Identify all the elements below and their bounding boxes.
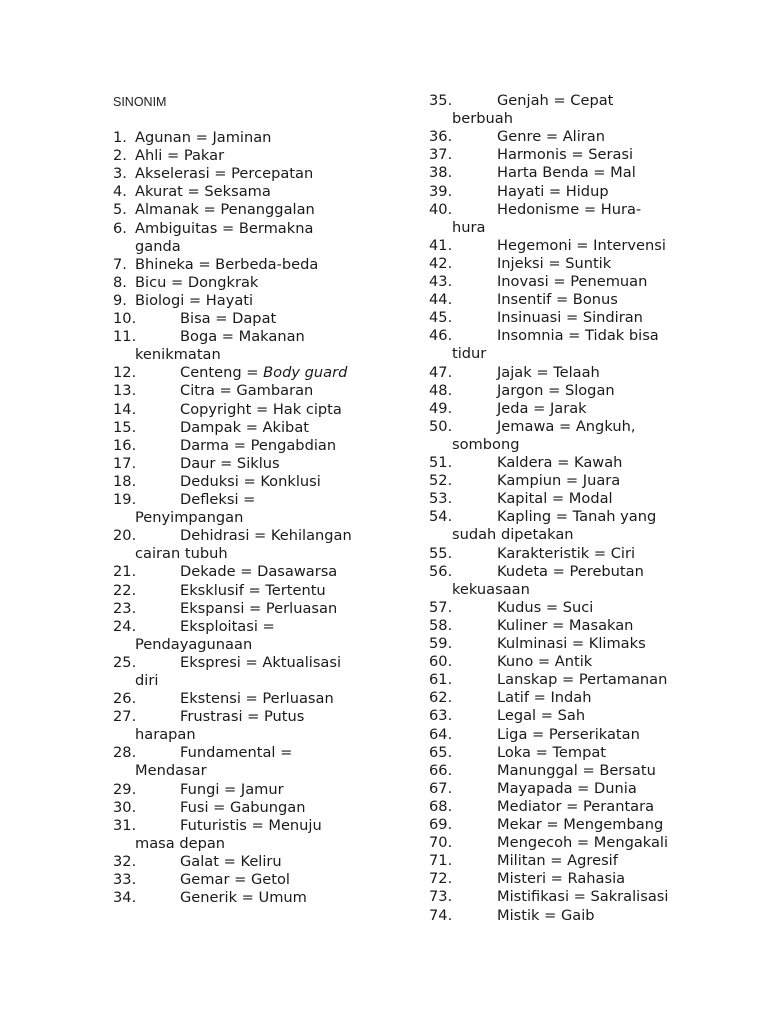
item-text: [180, 744, 292, 762]
item-text: [180, 817, 322, 835]
item-number: 73.: [429, 888, 453, 906]
item-number: 38.: [429, 164, 453, 182]
item-continuation: masa depan: [135, 834, 226, 852]
item-number: 24.: [113, 617, 137, 635]
item-number: 7.: [113, 255, 127, 273]
item-term: Agunan = Jaminan: [135, 129, 272, 146]
item-term: Hedonisme = Hura-: [497, 200, 642, 218]
item-term: Genre = Aliran: [497, 128, 605, 146]
item-number: 70.: [429, 834, 453, 852]
item-text: [180, 328, 305, 346]
item-continuation: sombong: [452, 435, 520, 453]
item-text: [180, 563, 337, 581]
item-text: [497, 780, 637, 798]
item-term: Kudeta = Perebutan: [497, 562, 644, 580]
item-text: [180, 437, 336, 455]
item-number: 74.: [429, 906, 453, 924]
item-number: 49.: [429, 399, 453, 417]
item-text: [497, 689, 592, 707]
item-continuation: cairan tubuh: [135, 545, 228, 563]
item-continuation: harapan: [135, 726, 196, 744]
item-number: 46.: [429, 327, 453, 345]
item-number: 1.: [113, 129, 127, 146]
item-term: Kulminasi = Klimaks: [497, 635, 646, 652]
item-text: [497, 726, 640, 744]
item-text: [135, 220, 313, 238]
item-text: [180, 455, 280, 473]
item-term: Misteri = Rahasia: [497, 870, 626, 888]
item-text: [497, 327, 659, 345]
item-continuation: berbuah: [452, 110, 513, 127]
item-term: Galat = Keliru: [180, 853, 282, 870]
item-term: Harta Benda = Mal: [497, 164, 636, 182]
item-text: [497, 852, 618, 870]
item-text: [497, 798, 654, 816]
item-term: Kuno = Antik: [497, 653, 593, 671]
item-term: Mediator = Perantara: [497, 797, 655, 815]
item-term: Loka = Tempat: [497, 743, 607, 761]
item-continuation: Mendasar: [135, 762, 207, 780]
item-term: Ambiguitas = Bermakna: [135, 219, 314, 237]
item-number: 19.: [113, 491, 137, 508]
item-text: [497, 472, 620, 490]
item-number: 62.: [429, 689, 453, 707]
item-term: Akselerasi = Percepatan: [135, 165, 314, 183]
item-text: [497, 762, 656, 780]
item-number: 11.: [113, 328, 137, 346]
item-number: 37.: [429, 146, 453, 164]
item-number: 12.: [113, 364, 137, 382]
item-text: [497, 707, 585, 725]
item-number: 65.: [429, 743, 453, 761]
item-number: 59.: [429, 635, 453, 652]
item-text: [497, 653, 592, 671]
item-term: Akurat = Seksama: [135, 183, 271, 201]
item-term: Jeda = Jarak: [497, 399, 587, 417]
item-term: Dekade = Dasawarsa: [180, 563, 338, 581]
item-term: Kapling = Tanah yang: [497, 508, 657, 526]
item-term: Insinuasi = Sindiran: [497, 309, 643, 327]
item-text: [497, 816, 663, 834]
item-term: Kampiun = Juara: [497, 472, 621, 490]
item-number: 57.: [429, 598, 453, 616]
item-term: Harmonis = Serasi: [497, 146, 634, 164]
item-term: Militan = Agresif: [497, 852, 618, 870]
item-term: Genjah = Cepat: [497, 92, 614, 109]
item-text: [135, 274, 258, 292]
item-text: [180, 310, 276, 328]
item-number: 18.: [113, 472, 137, 490]
item-term: Daur = Siklus: [180, 454, 280, 472]
item-continuation: ganda: [135, 237, 181, 255]
item-number: 4.: [113, 183, 127, 201]
item-text: [497, 92, 613, 110]
item-term: Hegemoni = Intervensi: [497, 236, 666, 254]
item-text: [180, 527, 352, 545]
item-text: [135, 129, 271, 147]
item-term: Kaldera = Kawah: [497, 454, 623, 471]
item-continuation: Penyimpangan: [135, 509, 244, 526]
item-term: Biologi = Hayati: [135, 291, 254, 309]
item-number: 36.: [429, 128, 453, 146]
item-text: [135, 147, 224, 165]
item-number: 68.: [429, 797, 453, 815]
item-term: Legal = Sah: [497, 707, 586, 725]
item-number: 2.: [113, 147, 127, 165]
item-number: 5.: [113, 201, 127, 219]
item-text: [497, 255, 611, 273]
item-number: 51.: [429, 454, 453, 471]
item-text: [180, 419, 309, 437]
item-term: Kapital = Modal: [497, 490, 613, 508]
item-term: Ekstensi = Perluasan: [180, 690, 334, 708]
item-number: 47.: [429, 363, 453, 381]
item-term: Bisa = Dapat: [180, 310, 277, 327]
item-emphasis: Body guard: [263, 364, 348, 382]
item-text: [497, 744, 606, 762]
item-text: [180, 781, 284, 799]
item-text: [180, 618, 275, 636]
item-continuation: kekuasaan: [452, 580, 530, 598]
item-term: Manunggal = Bersatu: [497, 761, 656, 779]
item-text: [497, 563, 644, 581]
item-number: 15.: [113, 418, 137, 436]
item-term: Fusi = Gabungan: [180, 798, 306, 816]
item-number: 45.: [429, 309, 453, 327]
item-term: Gemar = Getol: [180, 871, 290, 889]
item-number: 50.: [429, 417, 453, 435]
item-number: 39.: [429, 182, 453, 200]
item-number: 32.: [113, 853, 137, 870]
item-number: 10.: [113, 310, 137, 327]
item-text: [135, 165, 313, 183]
item-term: Jajak = Telaah: [497, 363, 600, 381]
item-number: 6.: [113, 219, 127, 237]
item-text: [497, 888, 668, 906]
item-text: [180, 600, 337, 618]
item-text: [497, 599, 593, 617]
item-term: Ekspansi = Perluasan: [180, 599, 338, 617]
item-number: 64.: [429, 725, 453, 743]
item-number: 31.: [113, 816, 137, 834]
item-term: Mistifikasi = Sakralisasi: [497, 888, 669, 906]
item-term: Mengecoh = Mengakali: [497, 834, 669, 852]
item-text: [180, 708, 304, 726]
item-term: Generik = Umum: [180, 889, 307, 907]
item-continuation: diri: [135, 671, 159, 689]
item-term: Deduksi = Konklusi: [180, 472, 321, 490]
item-term: Kuliner = Masakan: [497, 616, 634, 634]
item-number: 3.: [113, 165, 127, 183]
page-title: SINONIM: [113, 95, 167, 109]
item-number: 52.: [429, 472, 453, 490]
item-term: Almanak = Penanggalan: [135, 201, 315, 219]
item-number: 69.: [429, 816, 453, 833]
item-term: Eksklusif = Tertentu: [180, 581, 326, 599]
item-text: [497, 146, 633, 164]
item-text: [180, 401, 342, 419]
item-text: [497, 201, 641, 219]
item-term: Kudus = Suci: [497, 598, 594, 616]
item-number: 20.: [113, 527, 137, 545]
item-text: [497, 454, 622, 472]
item-text: [180, 871, 290, 889]
item-text: [497, 164, 636, 182]
item-number: 63.: [429, 707, 453, 725]
item-text: [497, 382, 615, 400]
item-text: [180, 582, 326, 600]
item-number: 16.: [113, 436, 137, 454]
item-term: Defleksi =: [180, 491, 256, 508]
item-number: 55.: [429, 544, 453, 562]
item-continuation: Pendayagunaan: [135, 635, 253, 653]
item-number: 53.: [429, 490, 453, 508]
item-text: [497, 237, 666, 255]
item-continuation: hura: [452, 218, 486, 236]
item-text: [497, 400, 587, 418]
item-text: [180, 799, 305, 817]
item-text: [497, 183, 609, 201]
item-text: [180, 364, 347, 382]
item-number: 8.: [113, 273, 127, 291]
item-term: Mayapada = Dunia: [497, 779, 637, 797]
item-number: 40.: [429, 200, 453, 218]
item-text: [497, 418, 635, 436]
item-term: Jemawa = Angkuh,: [497, 417, 636, 435]
item-term: Citra = Gambaran: [180, 382, 314, 400]
item-term: Frustrasi = Putus: [180, 708, 305, 726]
item-text: [497, 364, 600, 382]
item-number: 66.: [429, 761, 453, 779]
item-number: 27.: [113, 708, 137, 726]
item-number: 30.: [113, 798, 137, 816]
item-text: [497, 508, 656, 526]
item-term: Insomnia = Tidak bisa: [497, 327, 659, 345]
item-number: 72.: [429, 870, 453, 888]
item-number: 28.: [113, 744, 137, 762]
item-text: [135, 292, 253, 310]
item-number: 54.: [429, 508, 453, 526]
item-text: [135, 201, 315, 219]
item-text: [497, 309, 643, 327]
item-term: Centeng =: [180, 364, 264, 382]
item-term: Inovasi = Penemuan: [497, 273, 648, 290]
item-number: 21.: [113, 563, 137, 581]
item-number: 25.: [113, 653, 137, 671]
item-number: 58.: [429, 616, 453, 634]
item-term: Darma = Pengabdian: [180, 436, 337, 454]
item-term: Dampak = Akibat: [180, 418, 309, 436]
item-text: [180, 491, 255, 509]
item-term: Ahli = Pakar: [135, 147, 225, 165]
item-term: Insentif = Bonus: [497, 291, 618, 309]
item-term: Bhineka = Berbeda-beda: [135, 255, 319, 273]
item-text: [180, 889, 307, 907]
item-term: Eksploitasi =: [180, 617, 275, 635]
item-text: [497, 870, 625, 888]
item-term: Fungi = Jamur: [180, 780, 284, 798]
item-term: Liga = Perserikatan: [497, 725, 640, 743]
item-text: [135, 256, 318, 274]
item-term: Karakteristik = Ciri: [497, 544, 636, 562]
item-text: [135, 183, 271, 201]
item-number: 34.: [113, 889, 137, 907]
item-term: Jargon = Slogan: [497, 381, 615, 399]
item-number: 23.: [113, 599, 137, 617]
item-text: [497, 671, 667, 689]
item-number: 56.: [429, 562, 453, 580]
item-term: Mekar = Mengembang: [497, 816, 664, 833]
item-term: Latif = Indah: [497, 689, 592, 707]
item-text: [180, 654, 341, 672]
item-term: Mistik = Gaib: [497, 906, 595, 924]
item-number: 13.: [113, 382, 137, 400]
item-text: [497, 490, 613, 508]
item-number: 22.: [113, 581, 137, 599]
item-term: Fundamental =: [180, 744, 293, 762]
item-term: Hayati = Hidup: [497, 182, 609, 200]
item-text: [497, 834, 668, 852]
item-text: [180, 690, 334, 708]
item-number: 26.: [113, 690, 137, 708]
item-number: 61.: [429, 671, 453, 689]
item-number: 35.: [429, 92, 453, 109]
item-number: 41.: [429, 236, 453, 254]
item-number: 43.: [429, 273, 453, 290]
item-text: [180, 853, 282, 871]
item-text: [497, 617, 633, 635]
item-number: 14.: [113, 400, 137, 418]
item-continuation: sudah dipetakan: [452, 526, 574, 544]
item-term: Ekspresi = Aktualisasi: [180, 653, 342, 671]
item-number: 9.: [113, 291, 127, 309]
item-number: 71.: [429, 852, 453, 870]
item-term: Futuristis = Menuju: [180, 816, 322, 834]
item-term: Injeksi = Suntik: [497, 254, 612, 272]
item-text: [497, 273, 647, 291]
item-continuation: kenikmatan: [135, 346, 221, 364]
item-term: Bicu = Dongkrak: [135, 273, 259, 291]
item-text: [497, 907, 595, 925]
item-number: 29.: [113, 780, 137, 798]
item-term: Dehidrasi = Kehilangan: [180, 527, 352, 545]
item-number: 33.: [113, 871, 137, 889]
item-term: Boga = Makanan: [180, 328, 305, 346]
item-number: 42.: [429, 254, 453, 272]
item-text: [180, 382, 313, 400]
item-term: Lanskap = Pertamanan: [497, 671, 668, 689]
item-number: 17.: [113, 454, 137, 472]
item-number: 67.: [429, 779, 453, 797]
item-text: [497, 128, 605, 146]
item-text: [497, 291, 618, 309]
item-continuation: tidur: [452, 345, 487, 363]
item-term: Copyright = Hak cipta: [180, 400, 342, 418]
item-text: [497, 635, 646, 653]
item-text: [180, 473, 321, 491]
item-number: 60.: [429, 653, 453, 671]
item-text: [497, 545, 635, 563]
item-number: 44.: [429, 291, 453, 309]
item-number: 48.: [429, 381, 453, 399]
